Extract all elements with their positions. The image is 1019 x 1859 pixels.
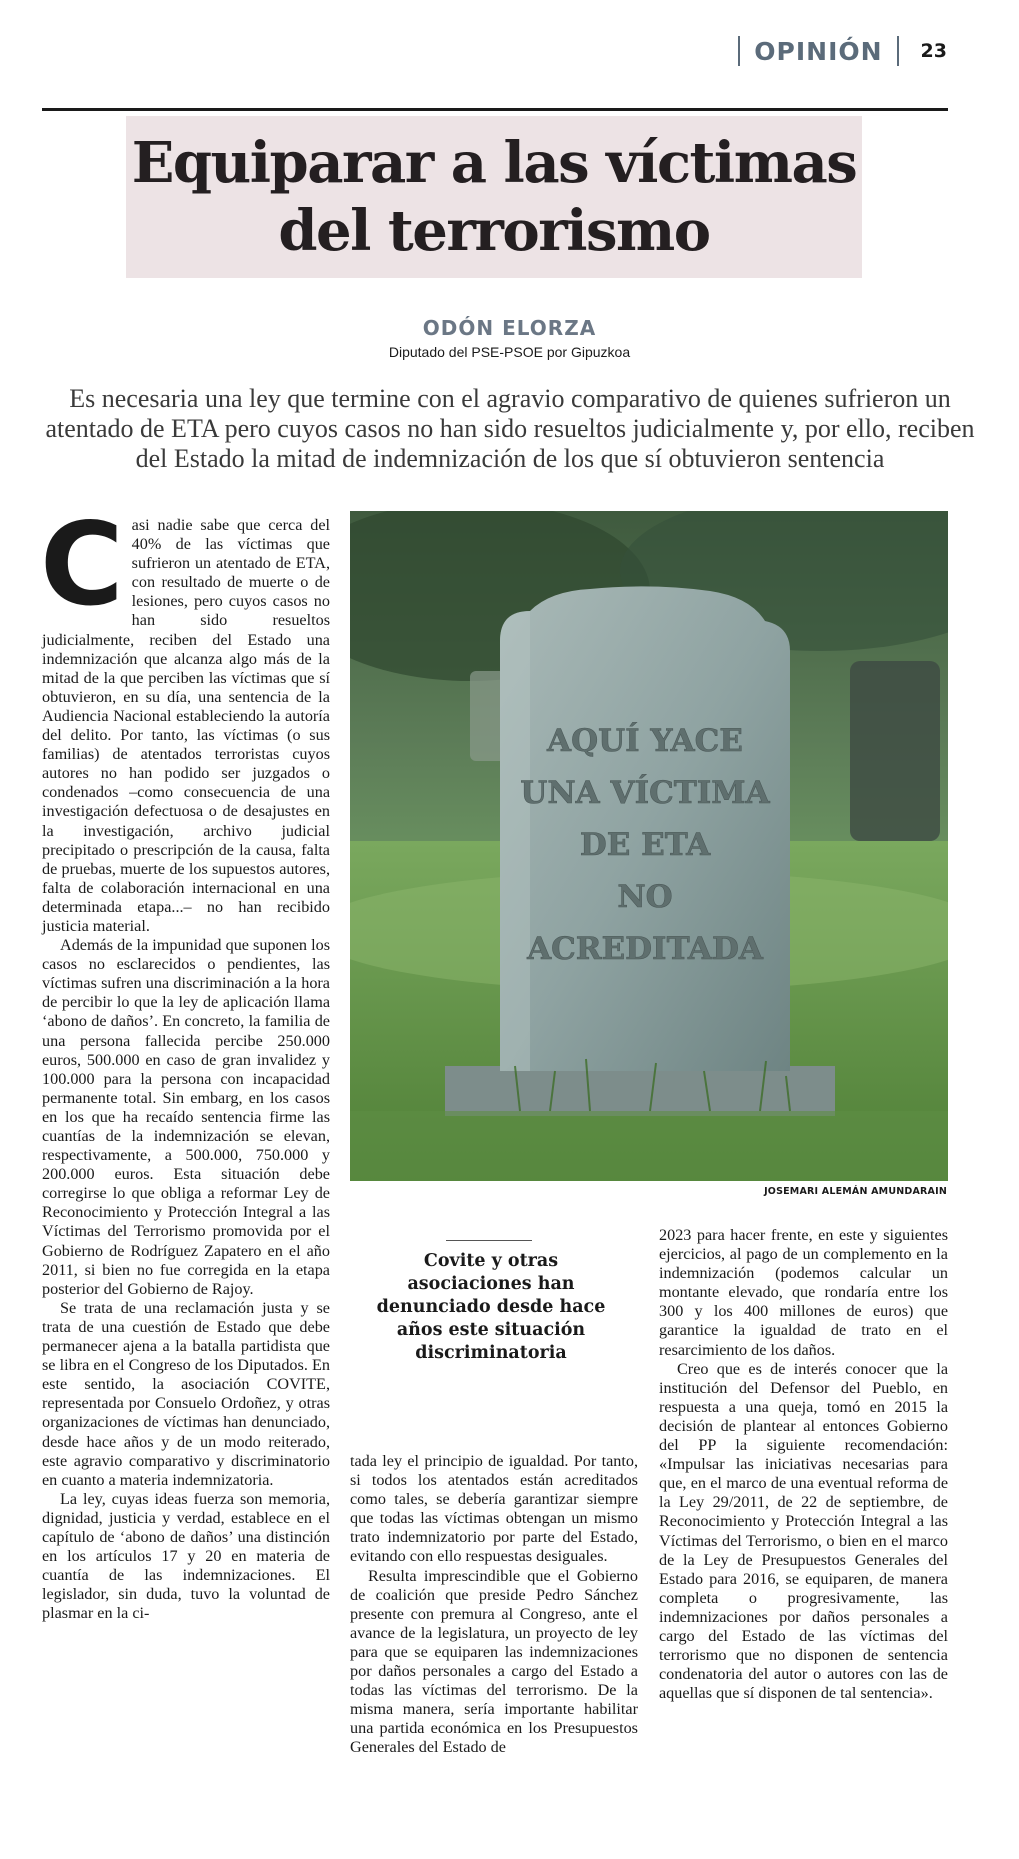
section-name: OPINIÓN (754, 36, 883, 66)
tombstone-photo (350, 511, 948, 1181)
headline (132, 129, 857, 265)
section-header (738, 36, 947, 66)
headline-box (126, 116, 862, 278)
top-rule (42, 108, 948, 111)
inscription-line: UNA VÍCTIMA (520, 775, 770, 811)
header-divider (897, 36, 899, 66)
header-divider (738, 36, 740, 66)
author-name: ODÓN ELORZA (422, 316, 597, 340)
headline-line-1: Equiparar a las víctimas (131, 130, 857, 196)
paragraph: tada ley el principio de igualdad. Por tanto, si todos los atentados están acreditados como tales, se debería garantizar siempre que todas las víctimas obtengan un mismo trato indemnizatorio por parte del Estado, evitando con ello respuestas desiguales. (350, 1452, 638, 1566)
author-role: Diputado del PSE-PSOE por Gipuzkoa (388, 344, 631, 360)
article-column-2 (350, 1452, 638, 1758)
article-column-3 (659, 1226, 948, 1703)
drop-cap: C (40, 498, 124, 631)
inscription-line: NO (617, 879, 673, 915)
paragraph: Creo que es de interés conocer que la institución del Defensor del Pueblo, en respuesta a una queja, tomó en 2015 la decisión de plantear al entonces Gobierno del PP la siguiente recomendación: «Impulsar las iniciativas necesarias para que, en el marco de una eventual reforma de la Ley 29/2011, de 22 de septiembre, de Reconocimiento y Protección Integral a las Víctimas del Terrorismo, o bien en el marco de la Ley de Presupuestos Generales del Estado para 2016, se equiparen, de manera completa o progresivamente, las indemnizaciones por daños personales a cargo del Estado de las víctimas del terrorismo que no disponen de sentencia condenatoria del autor o autores con las de aquellas que sí disponen de tal sentencia». (659, 1359, 948, 1703)
pullquote-rule (446, 1240, 532, 1241)
paragraph: La ley, cuyas ideas fuerza son memoria, dignidad, justicia y verdad, establece en el capítulo de ‘abono de daños’ una distinción en los artículos 17 y 20 en materia de cuantía de las indemnizaciones. El legislador, sin duda, tuvo la voluntad de plasmar en la ci- (42, 1489, 330, 1623)
article-column-1 (40, 498, 330, 1623)
paragraph: asi nadie sabe que cerca del 40% de las víctimas que sufrieron un atentado de ETA, con resultado de muerte o de lesiones, pero cuyos casos no han sido resueltos judicialmente, reciben del Estado una indemnización que alcanza algo más de la mitad de la que perciben las víctimas que sí obtuvieron, en su día, una sentencia de la Audiencia Nacional estableciendo la autoría del delito. Por tanto, las víctimas (o sus familias) de atentados terroristas cuyos autores no han podido ser juzgados o condenados –como consecuencia de una investigación defectuosa o de desajustes en la investigación, archivo judicial precipitado o prescripción de la causa, falta de pruebas, muerte de los supuestos autores, falta de colaboración internacional en una determinada etapa...– no han recibido justicia material. (42, 516, 330, 935)
page-number: 23 (920, 40, 947, 62)
inscription-line: ACREDITADA (527, 931, 763, 967)
paragraph: 2023 para hacer frente, en este y siguientes ejercicios, al pago de un complemento en la indemnización (podemos calcular un montante elevado, que rondaría entre los 300 y los 400 millones de euros) que garantice la igualdad de trato en el resarcimiento de los daños. (659, 1226, 948, 1359)
standfirst: Es necesaria una ley que termine con el agravio comparativo de quienes sufrieron un atentado de ETA pero cuyos casos no han sido resueltos judicialmente y, por ello, reciben del Estado la mitad de indemnización de los que sí obtuvieron sentencia (45, 384, 975, 473)
article-photo (350, 511, 948, 1181)
paragraph: Resulta imprescindible que el Gobierno de coalición que preside Pedro Sánchez presente con premura al Congreso, ante el avance de la legislatura, un proyecto de ley para que se equiparen las indemnizaciones por daños personales a cargo del Estado a todas las víctimas del terrorismo. De la misma manera, sería importante habilitar una partida económica en los Presupuestos Generales del Estado de (350, 1566, 638, 1757)
headline-line-2: del terrorismo (278, 198, 710, 264)
paragraph: Además de la impunidad que suponen los casos no esclarecidos o pendientes, las víctimas sufren una discriminación a la hora de percibir lo que la ley de aplicación llama ‘abono de daños’. En concreto, la familia de una persona fallecida percibe 250.000 euros, 500.000 en caso de gran invalidez y 100.000 para la persona con incapacidad permanente total. Sin embarg, en los casos en los que ha recaído sentencia firme las cuantías de la indemnización se elevan, respectivamente, a 500.000, 750.000 y 200.000 euros. Esta situación debe corregirse lo que obliga a reformar Ley de Reconocimiento y Protección Integral a las Víctimas del Terrorismo promovida por el Gobierno de Rodríguez Zapatero en el año 2011, si bien no fue corregida en la etapa posterior del Gobierno de Rajoy. (42, 936, 330, 1298)
inscription-line: AQUÍ YACE (547, 723, 743, 759)
photo-credit: JOSEMARI ALEMÁN AMUNDARAIN (764, 1186, 947, 1197)
paragraph: Se trata de una reclamación justa y se trata de una cuestión de Estado que debe permanecer ajena a la batalla partidista que se libra en el Congreso de los Diputados. En este sentido, la asociación COVITE, representada por Consuelo Ordoñez, y otras organizaciones de víctimas han denunciado, desde hace años y de un modo reiterado, este agravio comparativo y discriminatorio en cuanto a materia indemnizatoria. (42, 1298, 330, 1489)
pull-quote: Covite y otras asociaciones han denunciado desde hace años este situación discriminatoria (376, 1251, 606, 1363)
byline (0, 316, 1019, 360)
inscription-line: DE ETA (579, 827, 711, 863)
